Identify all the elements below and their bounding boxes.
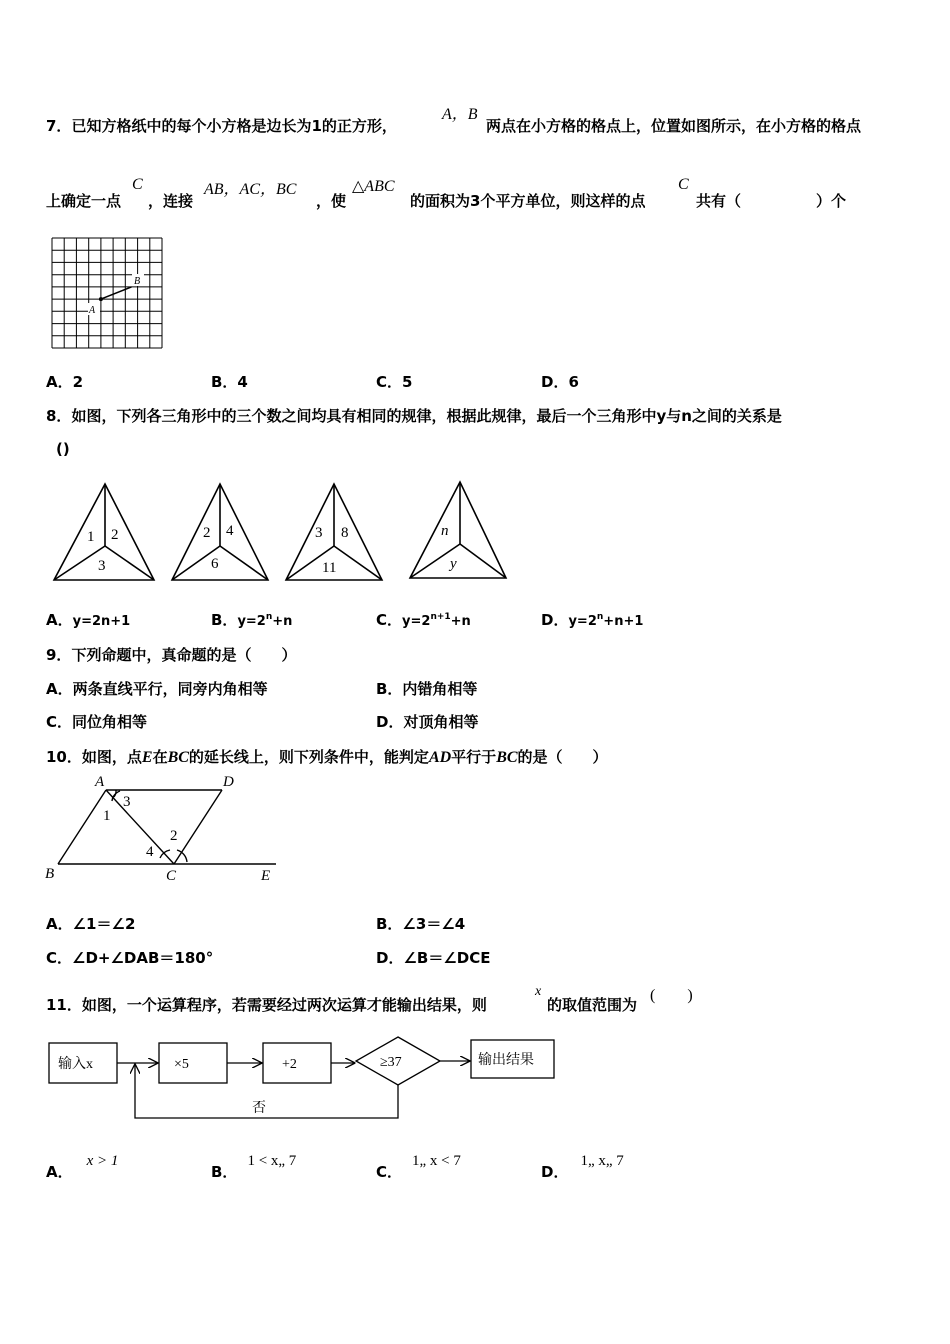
q8-option-a[interactable]: A．y=2n+1 — [46, 611, 131, 629]
q11-flow-no: 否 — [252, 1101, 266, 1116]
q7-label-a: A — [89, 305, 96, 316]
q8-t1-left: 1 — [87, 529, 95, 545]
q8-option-d[interactable]: D．$y=2^n+n+1$ — [541, 611, 644, 629]
q7-option-a[interactable]: A．2 — [46, 373, 84, 391]
q10-angle-2: 2 — [170, 828, 178, 844]
q7-option-d[interactable]: D．6 — [541, 373, 579, 391]
q7-line1 — [46, 115, 397, 136]
q7-label-b: B — [134, 276, 141, 287]
q11-stem: 11．如图，一个运算程序，若需要经过两次运算才能输出结果，则 — [46, 996, 487, 1014]
q9-option-b[interactable]: B．内错角相等 — [376, 680, 478, 698]
q11-flow-add: +2 — [282, 1057, 297, 1072]
q8-triangles-figure — [50, 478, 520, 586]
q10-option-c[interactable]: C．∠D+∠DAB＝180° — [46, 949, 214, 967]
q7-text-b: 两点在小方格的格点上，位置如图所示，在小方格的格点 — [486, 117, 862, 135]
q9-stem — [46, 644, 296, 665]
q7-number: 7． — [46, 117, 72, 135]
q7-text-g: 共有（ ）个 — [696, 192, 847, 210]
q10-angle-1: 1 — [103, 808, 111, 824]
q7-text-f: 的面积为3个平方单位，则这样的点 — [410, 192, 646, 210]
q8-t2-bottom: 6 — [211, 556, 219, 572]
q8-t3-bottom: 11 — [322, 560, 337, 576]
q9-text: 下列命题中，真命题的是（ ） — [71, 646, 297, 664]
q7-option-b[interactable]: B．4 — [211, 373, 248, 391]
q10-label-d: D — [223, 774, 234, 790]
q7-math-c1: C — [132, 176, 143, 193]
q10-option-d[interactable]: D．∠B＝∠DCE — [376, 949, 491, 967]
q11-paren: ( ) — [650, 987, 693, 1004]
q11-option-d[interactable]: D．1„ x„ 7 — [541, 1153, 624, 1181]
q11-box-add — [263, 1043, 331, 1083]
q7-text-c: 上确定一点 — [46, 192, 122, 210]
q11-flowchart — [44, 1034, 564, 1126]
q7-math-c2: C — [678, 176, 689, 193]
q11-option-a[interactable]: A．x > 1 — [46, 1153, 119, 1181]
q7-text-d: ，连接 — [148, 192, 194, 210]
q11-option-b[interactable]: B．1 < x„ 7 — [211, 1153, 297, 1181]
q9-option-d[interactable]: D．对顶角相等 — [376, 713, 479, 731]
q10-label-b: B — [45, 866, 55, 882]
q10-angle-3: 3 — [123, 794, 131, 810]
q10-option-b[interactable]: B．∠3＝∠4 — [376, 915, 466, 933]
q11-box-mul — [159, 1043, 227, 1083]
q7-math-ab: A，B — [442, 106, 478, 123]
q8-t4-bottom: y — [450, 556, 457, 572]
q10-number: 10． — [46, 748, 82, 766]
q7-segment-ab — [101, 287, 132, 299]
q9-number: 9． — [46, 646, 72, 664]
q8-text: 如图，下列各三角形中的三个数之间均具有相同的规律，根据此规律，最后一个三角形中y与n之间的关系是 — [71, 407, 782, 425]
q10-stem: 10．如图，点E在BC的延长线上，则下列条件中，能判定AD平行于BC的是（ ） — [46, 748, 608, 766]
q8-blank: () — [56, 440, 70, 458]
q10-parallelogram-figure — [40, 772, 280, 884]
q11-option-c[interactable]: C．1„ x < 7 — [376, 1153, 461, 1181]
q10-label-e: E — [261, 868, 271, 884]
q7-math-segments: AB，AC，BC — [204, 181, 297, 198]
q7-option-c[interactable]: C．5 — [376, 373, 413, 391]
q8-t2-right: 4 — [226, 523, 234, 539]
q8-number: 8． — [46, 407, 72, 425]
q11-flow-input: 输入x — [58, 1057, 93, 1072]
q8-t3-right: 8 — [341, 525, 349, 541]
q8-t1-right: 2 — [111, 527, 119, 543]
q8-t2-left: 2 — [203, 525, 211, 541]
q11-text-b: 的取值范围为 — [547, 996, 638, 1014]
q9-option-a[interactable]: A．两条直线平行，同旁内角相等 — [46, 680, 268, 698]
q11-number: 11． — [46, 996, 82, 1014]
q11-flow-output: 输出结果 — [478, 1053, 534, 1068]
q11-flow-mul: ×5 — [174, 1057, 189, 1072]
q8-stem — [46, 405, 782, 426]
q9-option-c[interactable]: C．同位角相等 — [46, 713, 148, 731]
q10-angle-4: 4 — [146, 844, 154, 860]
q11-flow-cond: ≥37 — [380, 1055, 402, 1070]
q8-option-c[interactable]: C．$y=2^{n+1}+n$ — [376, 611, 471, 629]
q10-label-c: C — [166, 868, 177, 884]
q10-option-a[interactable]: A．∠1＝∠2 — [46, 915, 136, 933]
q7-grid-figure — [50, 236, 166, 352]
q8-option-b[interactable]: B．$y=2^n+n$ — [211, 611, 293, 629]
q7-math-triangle: △ABC — [352, 178, 395, 195]
q10-label-a: A — [95, 774, 105, 790]
q8-t4-left: n — [441, 523, 449, 539]
q8-t3-left: 3 — [315, 525, 323, 541]
q7-text-a: 已知方格纸中的每个小方格是边长为1的正方形， — [71, 117, 397, 135]
q7-point-a — [99, 297, 103, 301]
q11-math-x: x — [535, 984, 542, 999]
q8-t1-bottom: 3 — [98, 558, 106, 574]
q7-text-e: ，使 — [316, 192, 347, 210]
